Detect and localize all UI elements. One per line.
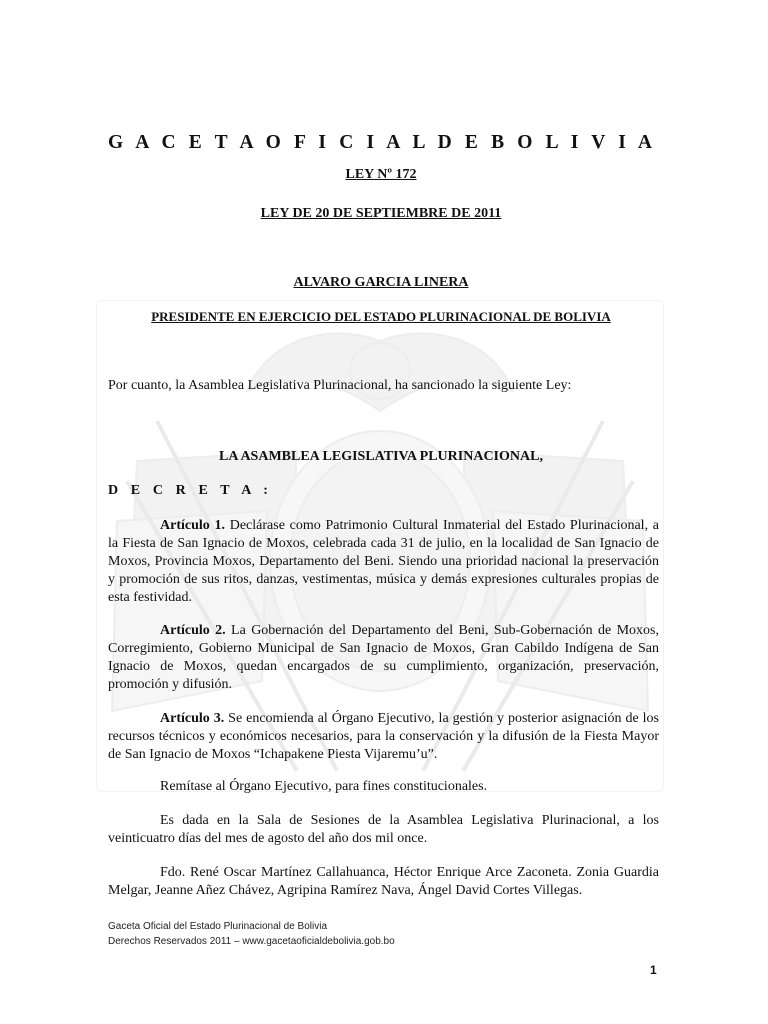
law-number: LEY Nº 172 <box>345 167 417 182</box>
article-2-paragraph <box>108 622 659 694</box>
article-3-paragraph <box>108 710 659 764</box>
decreta-heading: D E C R E T A : <box>108 483 273 498</box>
article-1-text: Declárase como Patrimonio Cultural Inmaterial del Estado Plurinacional, a la Fiesta de San Ignacio de Moxos, celebrada cada 31 de julio, en la localidad de San Ignacio de Moxos, Provincia Moxos, Departamento del Beni. Siendo una prioridad nacional la preservación y promoción de sus ritos, danzas, vestimentas, música y demás expresiones culturales propias de esta festividad. <box>108 518 660 605</box>
remit-paragraph: Remítase al Órgano Ejecutivo, para fines constitucionales. <box>160 779 488 794</box>
footer-copyright: Derechos Reservados 2011 – www.gacetaoficialdebolivia.gob.bo <box>108 936 395 947</box>
article-2-text: La Gobernación del Departamento del Beni, Sub-Gobernación de Moxos, Corregimiento, Gobierno Municipal de San Ignacio de Moxos, Gran Cabildo Indígena de San Ignacio de Moxos, quedan encargados de su cumplimiento, organización, preservación, promoción y difusión. <box>108 623 659 692</box>
footer-publisher: Gaceta Oficial del Estado Plurinacional de Bolivia <box>108 921 328 932</box>
page-number: 1 <box>650 963 657 977</box>
article-1-paragraph <box>108 517 659 607</box>
law-date: LEY DE 20 DE SEPTIEMBRE DE 2011 <box>260 206 502 221</box>
article-2-label: Artículo 2. <box>160 623 226 638</box>
article-3-label: Artículo 3. <box>160 711 225 726</box>
signatures-paragraph: Fdo. René Oscar Martínez Callahuanca, Héctor Enrique Arce Zaconeta. Zonia Guardia Melgar, Jeanne Añez Chávez, Agripina Ramírez Nava, Ángel David Cortes Villegas. <box>108 865 659 898</box>
article-3-text: Se encomienda al Órgano Ejecutivo, la gestión y posterior asignación de los recursos técnicos y económicos necesarios, para la conservación y la difusión de la Fiesta Mayor de San Ignacio de Moxos “Ichapakene Piesta Vijaremu’u”. <box>108 711 659 762</box>
signer-name: ALVARO GARCIA LINERA <box>293 275 469 290</box>
gazette-title: G A C E T A O F I C I A L D E B O L I V I A <box>108 132 652 153</box>
preamble-paragraph: Por cuanto, la Asamblea Legislativa Plurinacional, ha sancionado la siguiente Ley: <box>108 378 572 393</box>
assembly-heading: LA ASAMBLEA LEGISLATIVA PLURINACIONAL, <box>219 449 543 464</box>
given-paragraph: Es dada en la Sala de Sesiones de la Asamblea Legislativa Plurinacional, a los veinticuatro días del mes de agosto del año dos mil once. <box>108 813 659 846</box>
article-1-label: Artículo 1. <box>160 518 225 533</box>
signer-title: PRESIDENTE EN EJERCICIO DEL ESTADO PLURINACIONAL DE BOLIVIA <box>151 309 611 324</box>
